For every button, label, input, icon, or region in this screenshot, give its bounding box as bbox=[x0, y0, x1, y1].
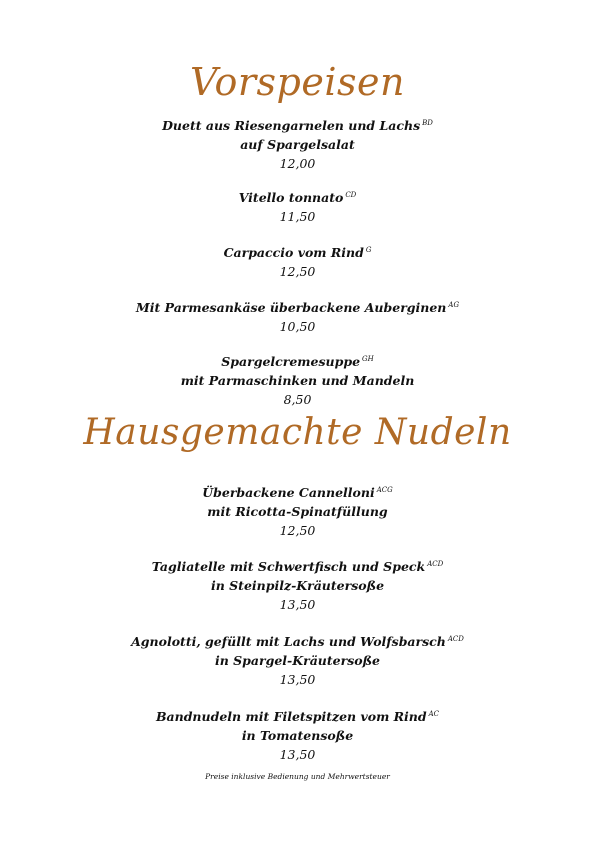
item-price: 12,00 bbox=[279, 156, 316, 171]
item-price: 12,50 bbox=[279, 523, 316, 538]
menu-item bbox=[0, 241, 595, 281]
item-name: Überbackene Cannelloni $^{ACG}$ bbox=[202, 485, 393, 500]
menu-item bbox=[0, 705, 595, 764]
item-price: 13,50 bbox=[279, 672, 316, 687]
item-description: mit Parmaschinken und Mandeln bbox=[180, 373, 415, 388]
menu-item bbox=[0, 350, 595, 409]
item-price: 8,50 bbox=[283, 392, 312, 407]
allergen-codes: ACD bbox=[427, 560, 444, 568]
menu-item bbox=[0, 630, 595, 689]
item-description: mit Ricotta-Spinatfüllung bbox=[207, 504, 388, 519]
item-name: Bandnudeln mit Filetspitzen vom Rind $^{AC}$ bbox=[155, 709, 440, 724]
allergen-codes: ACG bbox=[376, 486, 393, 494]
item-name: Duett aus Riesengarnelen und Lachs $^{BD}$ bbox=[162, 118, 433, 133]
allergen-codes: GH bbox=[362, 355, 374, 363]
item-name: Agnolotti, gefüllt mit Lachs und Wolfsbarsch $^{ACD}$ bbox=[131, 634, 464, 649]
menu-item bbox=[0, 481, 595, 540]
item-price: 10,50 bbox=[279, 319, 316, 334]
item-name: Vitello tonnato $^{CD}$ bbox=[238, 190, 357, 205]
allergen-codes: AC bbox=[428, 710, 440, 718]
section-title-vorspeisen: Vorspeisen bbox=[190, 60, 405, 104]
allergen-codes: CD bbox=[345, 191, 357, 199]
allergen-codes: G bbox=[365, 246, 372, 254]
item-name: Mit Parmesankäse überbackene Auberginen $^{AG}$ bbox=[135, 300, 460, 315]
menu-item bbox=[0, 114, 595, 173]
item-price: 12,50 bbox=[279, 264, 316, 279]
item-name: Spargelcremesuppe $^{GH}$ bbox=[221, 354, 374, 369]
footer-note: Preise inklusive Bedienung und Mehrwertsteuer bbox=[205, 772, 390, 781]
menu-item bbox=[0, 186, 595, 226]
item-description: in Tomatensoße bbox=[241, 728, 354, 743]
menu-item bbox=[0, 555, 595, 614]
item-price: 11,50 bbox=[279, 209, 316, 224]
item-description: in Spargel-Kräutersoße bbox=[214, 653, 381, 668]
section-title-nudeln: Hausgemachte Nudeln bbox=[83, 412, 512, 453]
item-price: 13,50 bbox=[279, 747, 316, 762]
item-description: in Steinpilz-Kräutersoße bbox=[210, 578, 385, 593]
allergen-codes: BD bbox=[422, 119, 433, 127]
item-name: Carpaccio vom Rind $^G$ bbox=[223, 245, 372, 260]
item-description: auf Spargelsalat bbox=[240, 137, 355, 152]
allergen-codes: ACD bbox=[447, 635, 464, 643]
item-price: 13,50 bbox=[279, 597, 316, 612]
menu-item bbox=[0, 296, 595, 336]
item-name: Tagliatelle mit Schwertfisch und Speck $^{ACD}$ bbox=[151, 559, 444, 574]
allergen-codes: AG bbox=[448, 301, 460, 309]
